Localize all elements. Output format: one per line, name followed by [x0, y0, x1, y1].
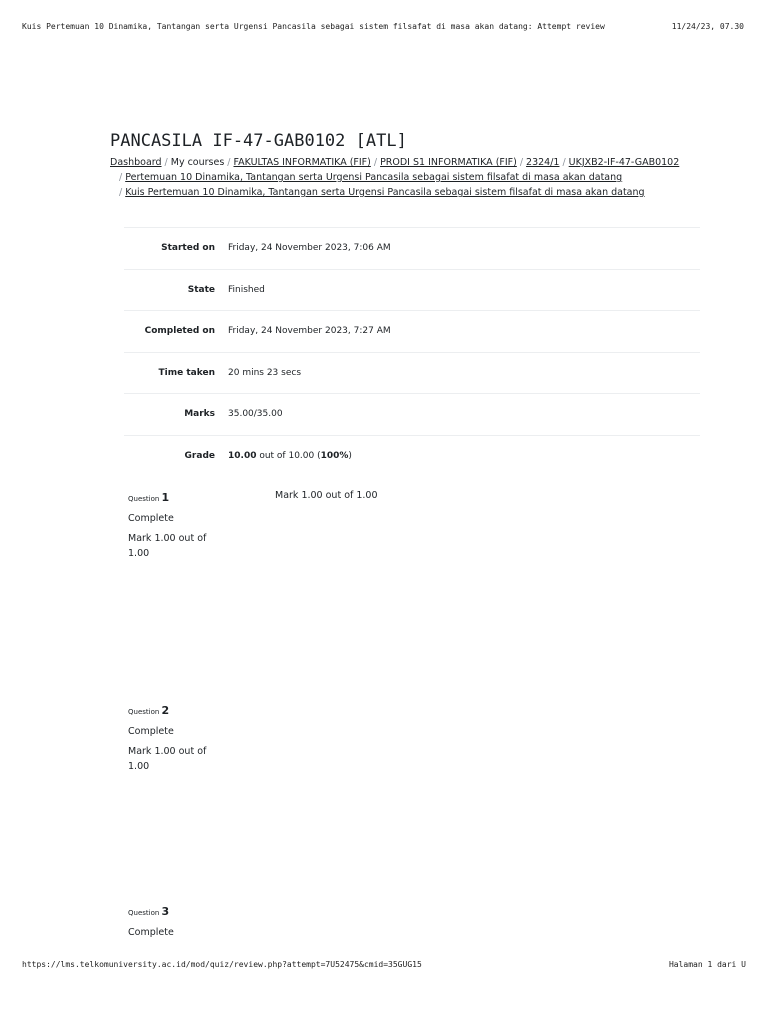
summary-row-marks [124, 394, 700, 436]
breadcrumb: Dashboard / My courses / FAKULTAS INFORMATIKA (FIF) / PRODI S1 INFORMATIKA (FIF) / 2324/1 / UKJXB2-IF-47-GAB0102 / Pertemuan 10 Dinamika, Tantangan serta Urgensi Pancasila sebagai sistem filsafat di masa akan datang / Kuis Pertemuan 10 Dinamika, Tantangan serta Urgensi Pancasila sebagai sistem filsafat di masa akan datang [110, 157, 680, 198]
summary-row-completed [124, 311, 700, 353]
question-mark: Mark 1.00 out of 1.00 [128, 533, 207, 559]
summary-label: Grade [184, 451, 215, 461]
question-number: Question 3 [128, 905, 170, 918]
print-page-title: Kuis Pertemuan 10 Dinamika, Tantangan serta Urgensi Pancasila sebagai sistem filsafat di masa akan datang: Attempt review [22, 22, 605, 31]
question-1-mark-right: Mark 1.00 out of 1.00 [275, 490, 378, 501]
breadcrumb-dashboard[interactable]: Dashboard [110, 157, 162, 168]
breadcrumb-faculty[interactable]: FAKULTAS INFORMATIKA (FIF) [233, 157, 371, 168]
breadcrumb-my-courses: My courses [170, 157, 225, 168]
print-url: https://lms.telkomuniversity.ac.id/mod/quiz/review.php?attempt=7U52475&cmid=35GUG15 [22, 960, 422, 969]
grade-out-of: out of 10.00 ( [256, 451, 321, 461]
question-state: Complete [128, 726, 174, 737]
summary-label: Time taken [158, 367, 215, 378]
summary-label: Completed on [144, 326, 215, 337]
print-footer [22, 960, 746, 969]
summary-row-state [124, 269, 700, 311]
print-page-number: Halaman 1 dari U [668, 960, 746, 969]
summary-value: 20 mins 23 secs [228, 367, 302, 378]
question-state: Complete [128, 513, 174, 524]
course-title: PANCASILA IF-47-GAB0102 [ATL] [110, 131, 407, 151]
question-mark: Mark 1.00 out of 1.00 [128, 746, 207, 772]
question-info-3 [128, 904, 218, 940]
summary-label: State [187, 284, 215, 295]
summary-row-started [124, 228, 700, 270]
summary-row-time-taken [124, 352, 700, 394]
grade-score: 10.00 [228, 451, 257, 461]
summary-row-grade [124, 435, 700, 477]
grade-percent: 100% [320, 451, 349, 461]
summary-value: Friday, 24 November 2023, 7:27 AM [228, 326, 391, 337]
breadcrumb-term[interactable]: 2324/1 [526, 157, 560, 168]
print-datetime: 11/24/23, 07.30 [671, 22, 744, 31]
question-info-2 [128, 703, 218, 774]
summary-value: Finished [228, 284, 265, 295]
summary-value-grade: 10.00 out of 10.00 (100%) [228, 451, 352, 461]
question-number: Question 2 [128, 704, 170, 717]
print-header [22, 22, 744, 31]
summary-label: Marks [184, 409, 215, 420]
summary-value: 35.00/35.00 [228, 409, 283, 420]
breadcrumb-section[interactable]: Pertemuan 10 Dinamika, Tantangan serta Urgensi Pancasila sebagai sistem filsafat di masa akan datang [125, 172, 623, 183]
question-info-1 [128, 490, 218, 561]
breadcrumb-quiz[interactable]: Kuis Pertemuan 10 Dinamika, Tantangan serta Urgensi Pancasila sebagai sistem filsafat di masa akan datang [125, 187, 645, 198]
question-number: Question 1 [128, 491, 170, 504]
attempt-summary-table [124, 227, 700, 477]
summary-value: Friday, 24 November 2023, 7:06 AM [228, 243, 391, 254]
question-state: Complete [128, 927, 174, 938]
summary-label: Started on [161, 243, 215, 254]
breadcrumb-prodi[interactable]: PRODI S1 INFORMATIKA (FIF) [380, 157, 517, 168]
breadcrumb-course-code[interactable]: UKJXB2-IF-47-GAB0102 [568, 157, 680, 168]
